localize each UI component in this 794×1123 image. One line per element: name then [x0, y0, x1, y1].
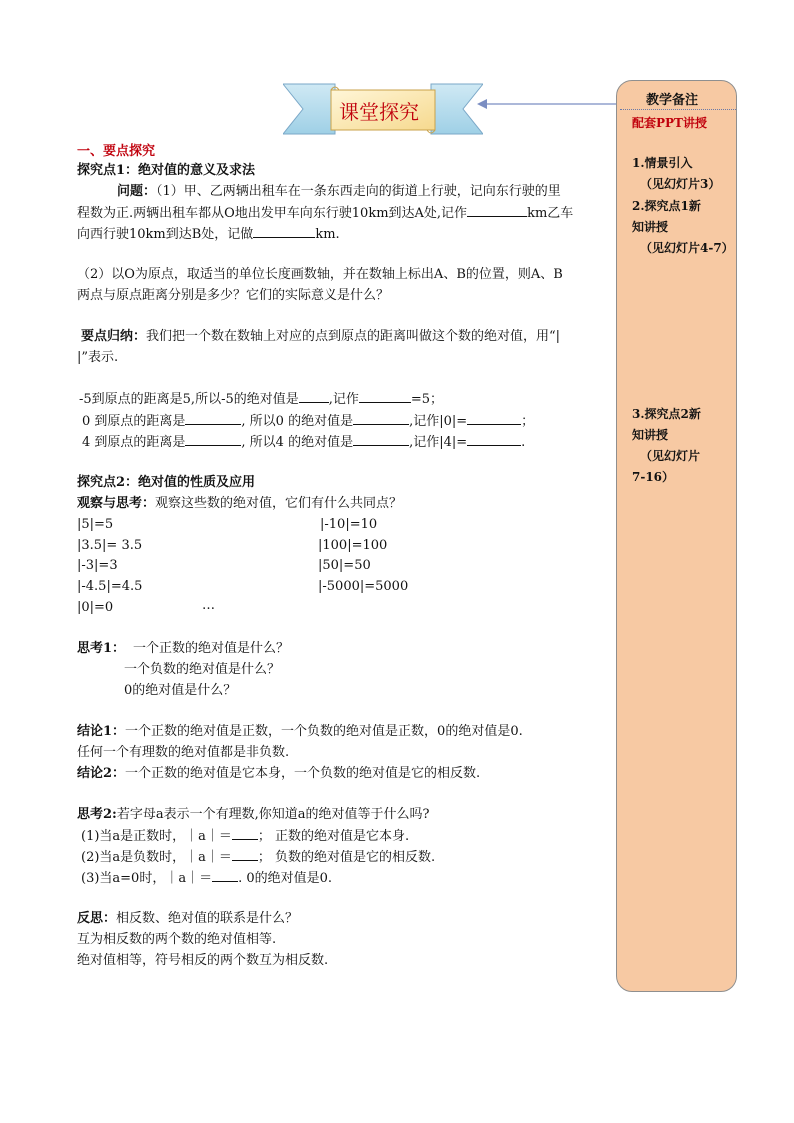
problem-text-2-end: km乙车 [527, 206, 574, 221]
sidebar-item-2-label2: 知讲授 [632, 220, 669, 234]
problem-line-1 [117, 183, 561, 200]
fill2-blank-2[interactable] [353, 412, 409, 425]
fill3-text-d: . [521, 435, 526, 450]
think2-item-3-tail: . 0的绝对值是0. [238, 871, 333, 886]
left-col-item: |0|=0 [77, 600, 114, 615]
think2-line [77, 806, 429, 823]
conclusion1-line-2: 任何一个有理数的绝对值都是非负数. [77, 745, 290, 760]
fill3-blank-2[interactable] [353, 433, 409, 446]
problem-text-3: 向西行驶10km到达B处，记做 [77, 227, 254, 242]
fill3-blank-3[interactable] [467, 433, 521, 446]
observe-text: 观察这些数的绝对值，它们有什么共同点？ [155, 496, 403, 511]
fill3-text-b: , 所以4 的绝对值是 [241, 435, 354, 450]
section-heading: 一、要点探究 [77, 144, 156, 159]
fill2-blank-3[interactable] [467, 412, 521, 425]
sidebar-title: 教学备注 [646, 93, 699, 108]
observe-line [77, 495, 402, 512]
reflect-line [77, 910, 298, 927]
fill-row-2 [82, 412, 534, 430]
question2-line-2: 两点与原点距离分别是多少？它们的实际意义是什么？ [77, 288, 390, 303]
conclusion1-line [77, 723, 523, 740]
reflect-label: 反思： [77, 911, 117, 926]
think2-text: 若字母a表示一个有理数,你知道a的绝对值等于什么吗? [116, 807, 430, 822]
problem-line-3 [77, 225, 340, 243]
sidebar-subtitle: 配套PPT讲授 [632, 116, 707, 130]
think2-item-1-tail: ； 正数的绝对值是它本身. [257, 829, 410, 844]
reflect-line-3: 绝对值相等，符号相反的两个数互为相反数. [77, 953, 329, 968]
think1-line: 一个正数的绝对值是什么？ [133, 641, 290, 656]
left-col-item: |3.5|= 3.5 [77, 538, 143, 553]
observe-label: 观察与思考： [77, 496, 156, 511]
sidebar-item-1-note: （见幻灯片3） [640, 177, 721, 191]
think2-item-2-text: (2)当a是负数时，｜a｜＝ [81, 850, 232, 865]
think1-line: 0的绝对值是什么？ [124, 683, 237, 698]
conclusion2-label: 结论2： [77, 766, 126, 781]
blank-a[interactable] [467, 204, 527, 217]
sidebar-item-3-label2: 知讲授 [632, 428, 669, 442]
reflect-line-2: 互为相反数的两个数的绝对值相等. [77, 932, 277, 947]
sidebar-item-3-note: （见幻灯片 [640, 449, 701, 463]
problem-text-1: （1）甲、乙两辆出租车在一条东西走向的街道上行驶，记向东行驶的里 [156, 184, 561, 199]
right-col-item: |-10|=10 [320, 517, 378, 532]
think1-line: 一个负数的绝对值是什么？ [124, 662, 281, 677]
think2-blank-1[interactable] [232, 827, 258, 840]
fill1-text-a: -5到原点的距离是5,所以-5的绝对值是 [79, 392, 299, 407]
explore1-title: 探究点1：绝对值的意义及求法 [77, 163, 256, 178]
fill1-blank-1[interactable] [299, 390, 329, 403]
fill-row-3 [82, 433, 525, 451]
arrow-left-icon [475, 96, 620, 112]
fill1-text-c: =5； [410, 392, 444, 407]
right-col-item: |50|=50 [318, 558, 371, 573]
right-col-item: |-5000|=5000 [318, 579, 409, 594]
think2-blank-3[interactable] [212, 869, 238, 882]
fill2-text-b: , 所以0 的绝对值是 [241, 414, 354, 429]
explore2-title: 探究点2：绝对值的性质及应用 [77, 475, 256, 490]
sidebar-item-2-label: 2.探究点1新 [632, 199, 701, 213]
banner-title: 课堂探究 [339, 100, 419, 124]
fill-row-1 [79, 390, 443, 408]
fill2-blank-1[interactable] [185, 412, 241, 425]
blank-b[interactable] [253, 225, 315, 238]
fill3-text-a: 4 到原点的距离是 [82, 435, 186, 450]
think2-item-1 [81, 827, 409, 845]
summary-line-2: |”表示. [77, 350, 119, 365]
sidebar-item-2-note: （见幻灯片4-7） [640, 241, 734, 255]
fill3-text-c: ,记作|4|= [409, 435, 468, 450]
fill2-text-d: ； [521, 414, 535, 429]
summary-label: 要点归纳： [81, 329, 147, 344]
conclusion1-label: 结论1： [77, 724, 126, 739]
think2-item-3 [81, 869, 332, 887]
fill1-blank-2[interactable] [359, 390, 411, 403]
fill3-blank-1[interactable] [185, 433, 241, 446]
think2-label: 思考2: [77, 807, 117, 822]
left-col-item: |-3|=3 [77, 558, 118, 573]
think2-item-3-text: (3)当a=0时，｜a｜＝ [81, 871, 213, 886]
think1-label: 思考1： [77, 641, 126, 656]
think2-item-2 [81, 848, 435, 866]
fill2-text-c: ,记作|0|= [409, 414, 468, 429]
conclusion2-text: 一个正数的绝对值是它本身，一个负数的绝对值是它的相反数. [125, 766, 481, 781]
problem-label: 问题： [117, 184, 157, 199]
sidebar-item-3-label: 3.探究点2新 [632, 407, 701, 421]
sidebar-item-3-note2: 7-16） [632, 470, 675, 484]
conclusion2-line [77, 765, 480, 782]
think2-blank-2[interactable] [232, 848, 258, 861]
fill1-text-b: ,记作 [328, 392, 359, 407]
sidebar-item-1-label: 1.情景引入 [632, 156, 693, 170]
reflect-text: 相反数、绝对值的联系是什么？ [116, 911, 299, 926]
question2-line-1: （2）以O为原点，取适当的单位长度画数轴，并在数轴上标出A、B的位置，则A、B [77, 267, 563, 282]
left-col-item: |5|=5 [77, 517, 114, 532]
ellipsis: … [202, 598, 215, 613]
left-col-item: |-4.5|=4.5 [77, 579, 143, 594]
summary-line-1 [81, 328, 560, 345]
right-col-item: |100|=100 [318, 538, 388, 553]
fill2-text-a: 0 到原点的距离是 [82, 414, 186, 429]
conclusion1-text: 一个正数的绝对值是正数，一个负数的绝对值是正数，0的绝对值是0. [125, 724, 523, 739]
summary-text-1: 我们把一个数在数轴上对应的点到原点的距离叫做这个数的绝对值，用“| [146, 329, 561, 344]
think2-item-2-tail: ； 负数的绝对值是它的相反数. [257, 850, 436, 865]
think2-item-1-text: (1)当a是正数时，｜a｜＝ [81, 829, 232, 844]
problem-text-3-end: km. [315, 227, 340, 242]
problem-text-2: 程数为正.两辆出租车都从O地出发甲车向东行驶10km到达A处,记作 [77, 206, 468, 221]
problem-line-2 [77, 204, 573, 222]
